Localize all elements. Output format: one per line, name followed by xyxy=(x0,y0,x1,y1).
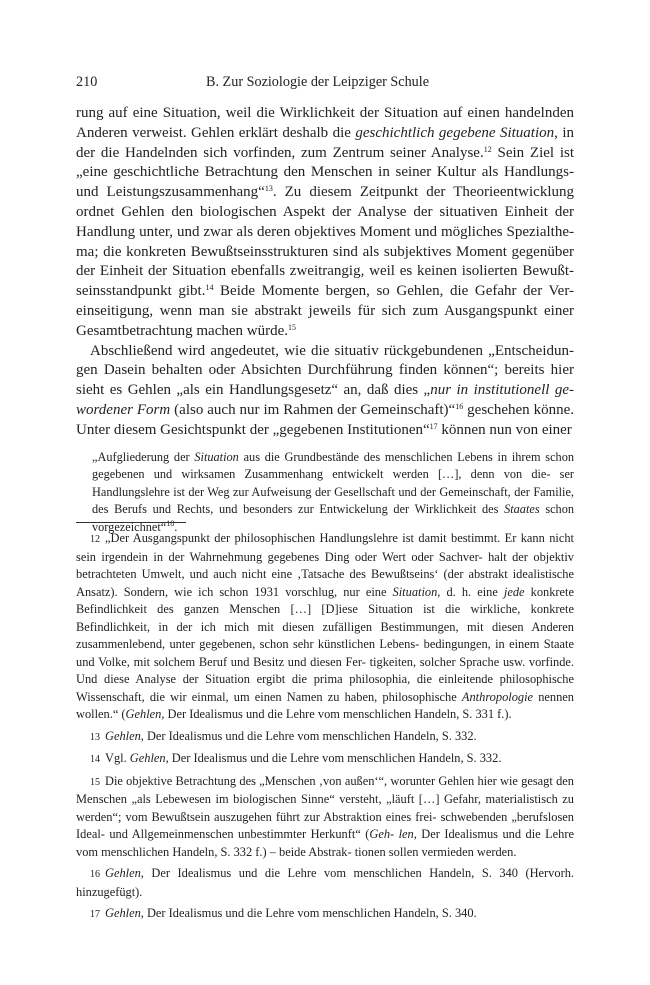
quote-text: schon vorgezeichnet“ xyxy=(92,502,575,534)
quote-text: . xyxy=(174,519,178,534)
paragraph-text: Abschließend wird angedeutet, wie die situativ rückgebundenen „Entscheidun- gen Dasein behalten oder Absichten Durchführung finden können“; bereits hier sieht es Gehlen „als ein Handlungsgesetz“ an, daß dies „ xyxy=(76,342,574,399)
footnote-number: 16 xyxy=(90,869,100,880)
author-name: Gehlen xyxy=(129,751,166,765)
paragraph-text: geschehen könne. Unter diesem Gesichtspunkt der „gegebenen Institutionen“ xyxy=(76,401,574,438)
author-name: Gehlen xyxy=(105,728,141,743)
footnote-number: 17 xyxy=(90,909,100,920)
author-name: Geh- len xyxy=(369,827,414,841)
emphasis: nur in institutionell ge- wordener Form xyxy=(76,382,574,418)
footnote-separator xyxy=(76,522,186,523)
emphasis: Staates xyxy=(504,502,540,517)
paragraph-text: . Zu diesem Zeitpunkt der Theorieentwicklung ordnet Gehlen den biologischen Aspekt der Analyse der situativen Einheit der Handlung unter, und zwar als deren objektives Moment und mögliches Spezialthe- ma; die konkreten Bewußtseinsstrukturen sind als subjektives Moment gegenüber der Einheit der Situation ebenfalls zweitrangig, weil es keinen isolierten Bewußt- seinsstandpunkt gibt. xyxy=(76,184,574,300)
running-title: B. Zur Soziologie der Leipziger Schule xyxy=(206,74,429,90)
paragraph-text: Beide Momente bergen, so Gehlen, die Gefahr der Ver- einseitigung, wenn man sie abstrakt jeweils für sich zum Ausgangspunkt einer Gesamtbetrachtung machen würde. xyxy=(76,283,575,339)
paragraph-2 xyxy=(76,342,574,441)
footnote-text: nennen wollen.“ ( xyxy=(76,689,574,721)
footnote-text: , Der Idealismus und die Lehre vom menschlichen Handeln, S. 340. xyxy=(140,906,477,920)
footnote-ref-16[interactable]: 16 xyxy=(455,401,464,411)
footnote-ref-13[interactable]: 13 xyxy=(264,184,273,194)
footnote-ref-12[interactable]: 12 xyxy=(483,144,492,154)
footnote-text: , Der Idealismus und die Lehre vom menschlichen Handeln, S. 331 f.). xyxy=(161,707,512,721)
author-name: Gehlen xyxy=(125,707,162,721)
footnote-ref-18[interactable]: 18 xyxy=(166,518,175,528)
footnote-text: „Der Ausgangspunkt der philosophischen Handlungslehre ist damit bestimmt. Er kann nicht sein irgendein in der Wahrnehmung gegebenes Ding oder Wert oder Sachver- halt der objektiv betrachteten Umwelt, und auch nicht eine ‚Tatsache des Bewußtseins‘ (der abstrakt idealistische Ansatz). Sondern, wie ich schon 1931 vorschlug, nur eine xyxy=(76,531,574,599)
emphasis: Situation xyxy=(194,449,239,464)
footnote-text: konkrete Befindlichkeit des ganzen Menschen […] [D]iese Situation ist die wirkliche, konkrete Befindlichkeit, in der ich mich mit diesen zufälligen Bestimmungen, mit diesen Anderen zusammenlebend, unter gegebenen, schon sehr künstlichen Lebens- bedingungen, in einem Staate und Volke, mit solchem Beruf und Besitz und diesen Fer- tigkeiten, solcher Sprache usw. vorfinde. Und diese Analyse der Situation ergibt die prima philosophia, die einleitende philosophische Wissenschaft, die wir einmal, um einen Namen zu haben, philosophische xyxy=(76,584,574,704)
footnote-number: 15 xyxy=(90,776,100,788)
page-number: 210 xyxy=(76,74,98,90)
footnote-13 xyxy=(76,728,574,747)
footnote-ref-15[interactable]: 15 xyxy=(288,322,296,332)
emphasis: geschichtlich gegebene Situation xyxy=(355,124,555,141)
footnotes xyxy=(76,530,574,928)
emphasis: Anthropologie xyxy=(461,689,534,704)
paragraph-text: rung auf eine Situation, weil die Wirklichkeit der Situation auf einen handelnden Anderen verweist. Gehlen erklärt deshalb die xyxy=(76,105,574,141)
footnote-17 xyxy=(76,905,574,924)
footnote-12 xyxy=(76,530,574,724)
author-name: Gehlen xyxy=(105,906,141,920)
footnote-text: Die objektive Betrachtung des „Menschen ‚von außen‘“, worunter Gehlen hier wie gesagt den Menschen „als Lebewesen im biologischen Sinne“ versteht, „läuft […] Gefahr, materialistisch zu werden“; vom Bewußtsein auszugehen führt zur Abstraktion eines frei- schwebenden „berufslosen Ideal- und Allgemeinmenschen unbestimmter Herkunft“ ( xyxy=(76,773,574,841)
author-name: Gehlen xyxy=(105,866,141,880)
main-text xyxy=(76,104,574,537)
footnote-text: Vgl. xyxy=(105,751,130,765)
footnote-15 xyxy=(76,773,574,862)
paragraph-text: Sein Ziel ist „eine geschichtliche Betrachtung den Menschen in seiner Kultur als Handlungs- und Leistungszusammenhang“ xyxy=(76,144,575,201)
footnote-text: , Der Idealismus und die Lehre vom menschlichen Handeln, S. 340 (Hervorh. hinzugefügt). xyxy=(76,866,574,899)
paragraph-text: (also auch nur im Rahmen der Gemeinschaft)“ xyxy=(170,401,456,418)
footnote-number: 12 xyxy=(90,534,100,545)
footnote-ref-14[interactable]: 14 xyxy=(205,283,214,293)
page-header xyxy=(76,72,574,92)
quote-text: „Aufgliederung der xyxy=(92,449,195,464)
footnote-16 xyxy=(76,865,574,901)
footnote-number: 14 xyxy=(90,754,100,765)
emphasis: jede xyxy=(503,584,525,599)
footnote-ref-17[interactable]: 17 xyxy=(429,421,438,431)
paragraph-text: können nun von einer xyxy=(437,421,572,438)
emphasis: Situation xyxy=(392,584,438,599)
footnote-text: , d. h. eine xyxy=(437,584,504,599)
footnote-number: 13 xyxy=(90,731,100,743)
quote-text: aus die Grundbestände des menschlichen Lebens in ihrem schon gegebenen und wirksamen Zusammenhang entwickelt werden […], denn von die- ser Handlungslehre ist der Weg zur Aufweisung der Gesellschaft und der Gemeinschaft, der Familie, des Berufs und Rechts, und besonders zur Entwickelung der Wirklichkeit des xyxy=(92,449,574,517)
paragraph-1 xyxy=(76,104,574,342)
footnote-text: , Der Idealismus und die Lehre vom menschlichen Handeln, S. 332. xyxy=(140,728,477,743)
footnote-14 xyxy=(76,750,574,769)
footnote-text: , Der Idealismus und die Lehre vom menschlichen Handeln, S. 332. xyxy=(165,751,502,765)
footnote-text: , Der Idealismus und die Lehre vom menschlichen Handeln, S. 332 f.) – beide Abstrak- tionen sollen vermieden werden. xyxy=(76,827,574,859)
paragraph-text: , in der die Handelnden sich vorfinden, zum Zentrum seiner Analyse. xyxy=(76,124,574,161)
block-quote xyxy=(92,449,574,537)
